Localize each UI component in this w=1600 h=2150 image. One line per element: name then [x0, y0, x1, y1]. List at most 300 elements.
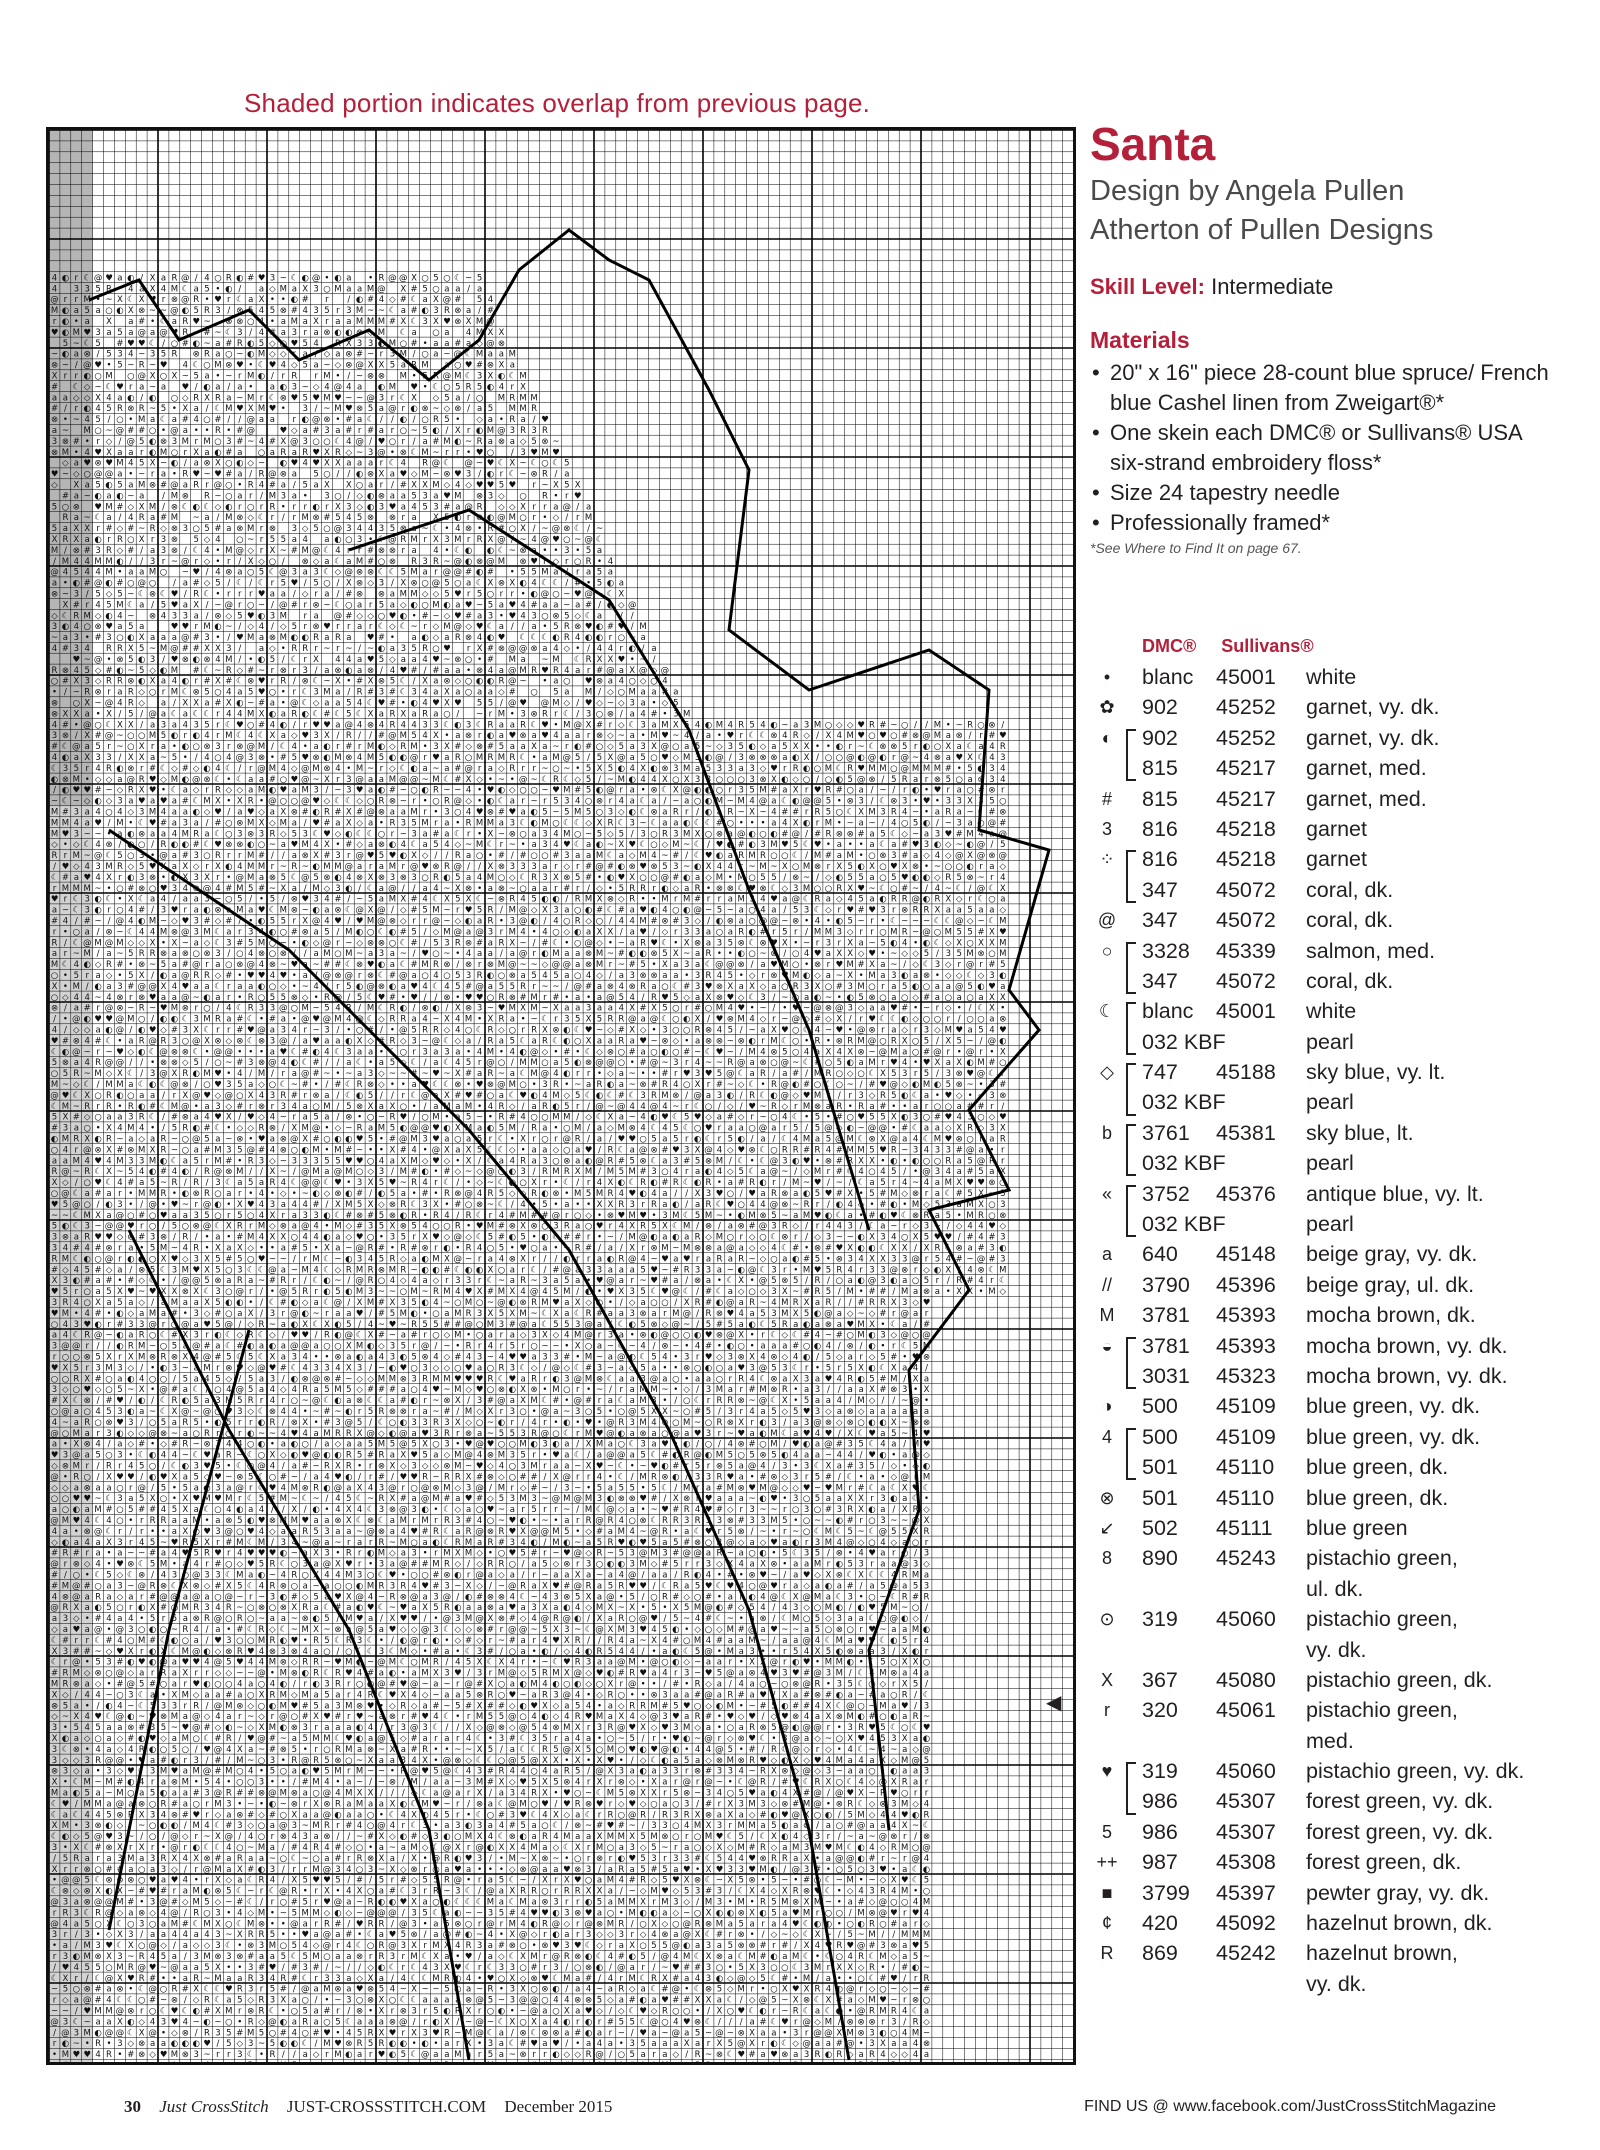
svg-text:X: X	[651, 742, 657, 752]
svg-text:○: ○	[759, 829, 766, 839]
svg-text:a: a	[270, 415, 275, 425]
svg-text:◇: ◇	[782, 884, 789, 894]
svg-text:r: r	[260, 546, 264, 556]
svg-text:4: 4	[52, 720, 57, 730]
svg-text:R: R	[466, 818, 472, 828]
svg-text:⊗: ⊗	[999, 808, 1006, 818]
svg-text:◇: ◇	[574, 611, 581, 621]
svg-text:4: 4	[444, 840, 449, 850]
key-row	[1090, 1270, 1570, 1300]
svg-text:/: /	[347, 895, 350, 905]
svg-text:R: R	[389, 1036, 395, 1046]
svg-text:#: #	[51, 404, 58, 414]
svg-text:#: #	[225, 339, 232, 349]
svg-text:M: M	[825, 927, 832, 937]
svg-text:•: •	[532, 753, 537, 763]
svg-text:@: @	[366, 982, 375, 992]
svg-text:a: a	[161, 273, 166, 283]
svg-text:~: ~	[585, 829, 592, 839]
svg-text:R: R	[825, 786, 831, 796]
svg-text:◇: ◇	[51, 611, 58, 621]
svg-text:4: 4	[215, 884, 220, 894]
svg-text:#: #	[411, 938, 418, 948]
svg-text:5: 5	[368, 404, 373, 414]
svg-text:•: •	[477, 1015, 482, 1025]
svg-text:/: /	[772, 1004, 775, 1014]
svg-text:4: 4	[1000, 775, 1005, 785]
svg-text:a: a	[85, 818, 90, 828]
svg-text:◇: ◇	[825, 1015, 832, 1025]
svg-text:○: ○	[672, 742, 679, 752]
svg-text:♥: ♥	[498, 1004, 506, 1014]
svg-text:a: a	[597, 546, 602, 556]
svg-text:/: /	[304, 818, 307, 828]
svg-text:♥: ♥	[181, 382, 189, 392]
svg-text:/: /	[565, 568, 568, 578]
svg-text:○: ○	[792, 993, 799, 1003]
svg-text:a: a	[510, 361, 515, 371]
svg-text:⊗: ⊗	[116, 993, 123, 1003]
svg-text:♥: ♥	[258, 590, 266, 600]
svg-text:~: ~	[84, 491, 91, 501]
svg-text:○: ○	[596, 808, 603, 818]
svg-text:◐: ◐	[661, 1047, 668, 1057]
svg-text:5: 5	[542, 808, 547, 818]
svg-text:⊗: ⊗	[160, 437, 167, 447]
svg-text:◇: ◇	[760, 742, 767, 752]
svg-text:○: ○	[138, 840, 145, 850]
svg-text:◇: ◇	[84, 1026, 91, 1036]
svg-text:☾: ☾	[258, 361, 266, 371]
svg-text:@: @	[399, 775, 408, 785]
svg-text:3: 3	[52, 437, 57, 447]
svg-text:3: 3	[433, 502, 438, 512]
key-color-name: mocha brown, dk.	[1306, 1300, 1476, 1330]
svg-text:M: M	[683, 709, 690, 719]
svg-text:#: #	[116, 960, 123, 970]
svg-text:⊗: ⊗	[759, 884, 766, 894]
svg-text:#: #	[389, 993, 396, 1003]
svg-text:#: #	[302, 295, 309, 305]
svg-text:◐: ◐	[410, 600, 417, 610]
svg-text:a: a	[444, 633, 449, 643]
svg-text:♥: ♥	[378, 437, 386, 447]
svg-text:☾: ☾	[105, 851, 113, 861]
svg-text:r: r	[260, 393, 264, 403]
svg-text:○: ○	[955, 862, 962, 872]
svg-text:⊗: ⊗	[749, 753, 756, 763]
svg-text:a: a	[390, 491, 395, 501]
svg-text:○: ○	[934, 1015, 941, 1025]
key-row	[1090, 1878, 1570, 1908]
chart-grid	[49, 130, 1073, 2062]
svg-text:4: 4	[259, 317, 264, 327]
svg-text:R: R	[586, 655, 592, 665]
key-dmc-number: 032 KBF	[1142, 1148, 1226, 1178]
svg-text:@: @	[137, 372, 146, 382]
svg-text:♥: ♥	[857, 884, 865, 894]
svg-text:♥: ♥	[367, 851, 375, 861]
svg-text:◇: ◇	[324, 797, 331, 807]
svg-text:a: a	[880, 1004, 885, 1014]
svg-text:~: ~	[400, 829, 407, 839]
svg-text:◐: ◐	[487, 470, 494, 480]
svg-text:~: ~	[182, 568, 189, 578]
svg-text:~: ~	[781, 917, 788, 927]
svg-text:#: #	[291, 600, 298, 610]
svg-text:R: R	[564, 622, 570, 632]
svg-text:○: ○	[454, 808, 461, 818]
svg-text:◇: ◇	[422, 851, 429, 861]
key-dmc-number: 890	[1142, 1543, 1178, 1573]
svg-text:◇: ◇	[847, 927, 854, 937]
svg-text:•: •	[1000, 1004, 1005, 1014]
svg-text:•: •	[215, 284, 220, 294]
svg-text:R: R	[498, 938, 504, 948]
svg-text:r: r	[543, 557, 547, 567]
svg-text:a: a	[455, 666, 460, 676]
svg-text:r: r	[478, 1058, 482, 1068]
svg-text:•: •	[575, 644, 580, 654]
svg-text:5: 5	[531, 895, 536, 905]
svg-text:a: a	[401, 491, 406, 501]
svg-text:3: 3	[150, 1069, 155, 1079]
svg-text:♥: ♥	[890, 1004, 898, 1014]
svg-text:4: 4	[117, 699, 122, 709]
key-dmc-number: 3752	[1142, 1179, 1190, 1209]
facebook-link[interactable]: FIND US @ www.facebook.com/JustCrossStitchMagazine	[1084, 2098, 1496, 2116]
svg-text:a: a	[237, 382, 242, 392]
svg-text:/: /	[413, 437, 416, 447]
svg-text:/: /	[903, 960, 906, 970]
svg-text:/: /	[140, 1069, 143, 1079]
svg-text:a: a	[760, 1026, 765, 1036]
key-dmc-number: 347	[1142, 966, 1178, 996]
svg-text:a: a	[433, 1047, 438, 1057]
svg-text:X: X	[509, 459, 515, 469]
svg-text:M: M	[280, 906, 287, 916]
svg-text:a: a	[401, 361, 406, 371]
svg-text:•: •	[226, 426, 231, 436]
svg-text:a: a	[433, 688, 438, 698]
svg-text:4: 4	[84, 1036, 89, 1046]
svg-text:~: ~	[443, 655, 450, 665]
svg-text:#: #	[84, 546, 91, 556]
svg-text:○: ○	[214, 753, 221, 763]
svg-text:a: a	[281, 840, 286, 850]
svg-text:5: 5	[619, 993, 624, 1003]
svg-text:~: ~	[541, 655, 548, 665]
svg-text:5: 5	[128, 971, 133, 981]
svg-text:M: M	[825, 764, 832, 774]
svg-text:3: 3	[444, 1047, 449, 1057]
svg-text:~: ~	[95, 699, 102, 709]
svg-text:5: 5	[74, 568, 79, 578]
key-dmc-number: 3781	[1142, 1331, 1190, 1361]
svg-text:3: 3	[564, 546, 569, 556]
svg-text:⊗: ⊗	[411, 579, 418, 589]
svg-text:☾: ☾	[814, 906, 822, 916]
svg-text:○: ○	[672, 1047, 679, 1057]
svg-text:•: •	[215, 372, 220, 382]
svg-text:#: #	[214, 699, 221, 709]
svg-text:⊗: ⊗	[847, 797, 854, 807]
svg-text:⊗: ⊗	[236, 818, 243, 828]
svg-text:M: M	[618, 775, 625, 785]
svg-text:5: 5	[237, 895, 242, 905]
svg-text:○: ○	[650, 1047, 657, 1057]
svg-text:◐: ◐	[192, 808, 199, 818]
svg-text:◐: ◐	[258, 372, 265, 382]
svg-text:◐: ◐	[105, 611, 112, 621]
svg-text:X: X	[411, 393, 417, 403]
svg-text:R: R	[182, 328, 188, 338]
key-sullivans-number: 45001	[1216, 996, 1276, 1026]
svg-text:a: a	[564, 949, 569, 959]
svg-text:~: ~	[313, 960, 320, 970]
svg-text:○: ○	[192, 742, 199, 752]
svg-text:⊗: ⊗	[596, 677, 603, 687]
svg-text:♥: ♥	[160, 1004, 168, 1014]
svg-text:☾: ☾	[966, 971, 974, 981]
svg-text:◇: ◇	[389, 295, 396, 305]
svg-text:a: a	[891, 840, 896, 850]
svg-text:♥: ♥	[149, 818, 157, 828]
svg-text:3: 3	[444, 938, 449, 948]
key-dmc-number: 869	[1142, 1938, 1178, 1968]
svg-text:~: ~	[258, 666, 265, 676]
svg-text:○: ○	[323, 284, 330, 294]
svg-text:5: 5	[499, 982, 504, 992]
svg-text:r: r	[293, 513, 297, 523]
svg-text:X: X	[597, 927, 603, 937]
svg-text:•: •	[826, 1036, 831, 1046]
svg-text:a: a	[183, 709, 188, 719]
svg-text:a: a	[411, 546, 416, 556]
svg-text:a: a	[564, 688, 569, 698]
svg-text:a: a	[161, 677, 166, 687]
svg-text:R: R	[902, 775, 908, 785]
materials-item: • 20" x 16" piece 28-count blue spruce/ French blue Cashel linen from Zweigart®*	[1090, 358, 1560, 418]
svg-text:•: •	[913, 938, 918, 948]
svg-text:3: 3	[444, 808, 449, 818]
svg-text:⊗: ⊗	[73, 1036, 80, 1046]
svg-text:◐: ◐	[127, 633, 134, 643]
svg-text:⊗: ⊗	[694, 938, 701, 948]
svg-text:M: M	[509, 655, 516, 665]
svg-text:/: /	[478, 470, 481, 480]
svg-text:◇: ◇	[193, 786, 200, 796]
svg-text:a: a	[935, 993, 940, 1003]
svg-text:#: #	[193, 579, 200, 589]
svg-text:3: 3	[95, 862, 100, 872]
svg-text:a: a	[172, 720, 177, 730]
svg-text:5: 5	[270, 917, 275, 927]
svg-text:◇: ◇	[433, 622, 440, 632]
svg-text:⊗: ⊗	[814, 862, 821, 872]
svg-text:•: •	[390, 633, 395, 643]
svg-text:#: #	[323, 851, 330, 861]
svg-text:♥: ♥	[312, 1015, 320, 1025]
svg-text:○: ○	[443, 273, 450, 283]
svg-text:4: 4	[74, 993, 79, 1003]
svg-text:◐: ◐	[585, 633, 592, 643]
svg-text:♥: ♥	[149, 1026, 157, 1036]
svg-text:a: a	[52, 579, 57, 589]
svg-text:○: ○	[247, 502, 254, 512]
svg-text:a: a	[466, 306, 471, 316]
svg-text:a: a	[183, 600, 188, 610]
svg-text:X: X	[553, 1004, 559, 1014]
svg-text:M: M	[73, 775, 80, 785]
svg-text:R: R	[487, 753, 493, 763]
svg-text:#: #	[203, 917, 210, 927]
svg-text:M: M	[999, 938, 1006, 948]
svg-text:◐: ◐	[356, 927, 363, 937]
svg-text:~: ~	[541, 1004, 548, 1014]
key-symbol: ◒	[1094, 1331, 1120, 1361]
svg-text:@: @	[159, 1069, 168, 1079]
svg-text:•: •	[401, 993, 406, 1003]
svg-text:X: X	[204, 393, 210, 403]
svg-text:⊗: ⊗	[269, 960, 276, 970]
svg-text:/: /	[783, 906, 786, 916]
svg-text:a: a	[597, 611, 602, 621]
svg-text:#: #	[694, 1004, 701, 1014]
svg-text:@: @	[868, 753, 877, 763]
svg-text:◐: ◐	[389, 840, 396, 850]
svg-text:M: M	[62, 818, 69, 828]
svg-text:5: 5	[913, 818, 918, 828]
svg-text:#: #	[629, 1047, 636, 1057]
svg-text:X: X	[346, 481, 352, 491]
svg-text:4: 4	[902, 938, 907, 948]
svg-text:~: ~	[171, 557, 178, 567]
svg-text:4: 4	[520, 611, 525, 621]
key-dmc-number: 986	[1142, 1786, 1178, 1816]
svg-text:a: a	[368, 481, 373, 491]
svg-text:@: @	[955, 982, 964, 992]
svg-text:☾: ☾	[781, 797, 789, 807]
svg-text:a: a	[695, 993, 700, 1003]
svg-text:a: a	[630, 938, 635, 948]
svg-text:○: ○	[258, 448, 265, 458]
svg-text:a: a	[172, 960, 177, 970]
svg-text:◇: ◇	[149, 666, 156, 676]
svg-text:r: r	[205, 862, 209, 872]
key-sullivans-number: 45109	[1216, 1422, 1276, 1452]
svg-text:a: a	[128, 568, 133, 578]
svg-text:5: 5	[52, 502, 57, 512]
svg-text:#: #	[323, 818, 330, 828]
svg-text:3: 3	[346, 524, 351, 534]
svg-text:R: R	[934, 895, 940, 905]
svg-text:r: r	[194, 1004, 198, 1014]
svg-text:X: X	[368, 906, 374, 916]
svg-text:4: 4	[346, 513, 351, 523]
website-link[interactable]: JUST-CROSSSTITCH.COM	[287, 2097, 486, 2116]
svg-text:a: a	[183, 579, 188, 589]
svg-text:#: #	[683, 1047, 690, 1057]
svg-text:~: ~	[977, 873, 984, 883]
svg-text:@: @	[552, 524, 561, 534]
svg-text:a: a	[226, 927, 231, 937]
svg-text:⊗: ⊗	[269, 524, 276, 534]
svg-text:◐: ◐	[345, 666, 352, 676]
svg-text:a: a	[488, 764, 493, 774]
svg-text:~: ~	[182, 372, 189, 382]
svg-text:3: 3	[520, 448, 525, 458]
svg-text:a: a	[248, 906, 253, 916]
svg-text:#: #	[182, 960, 189, 970]
svg-text:~: ~	[73, 415, 80, 425]
svg-text:X: X	[400, 709, 406, 719]
svg-text:M: M	[498, 753, 505, 763]
svg-text:4: 4	[357, 699, 362, 709]
svg-text:M: M	[410, 808, 417, 818]
svg-text:/: /	[162, 655, 165, 665]
svg-text:•: •	[96, 709, 101, 719]
svg-text:X: X	[280, 884, 286, 894]
svg-text:⊗: ⊗	[476, 666, 483, 676]
page-number: 30	[124, 2097, 141, 2116]
svg-text:4: 4	[847, 895, 852, 905]
key-dmc-number: 815	[1142, 753, 1178, 783]
svg-text:~: ~	[531, 1015, 538, 1025]
svg-text:/: /	[216, 513, 219, 523]
svg-text:☾: ☾	[62, 797, 70, 807]
svg-text:/: /	[598, 775, 601, 785]
svg-text:#: #	[738, 840, 745, 850]
key-dmc-number: 502	[1142, 1513, 1178, 1543]
svg-text:M: M	[443, 927, 450, 937]
svg-text:M: M	[84, 426, 91, 436]
svg-text:a: a	[444, 361, 449, 371]
svg-text:a: a	[63, 393, 68, 403]
svg-text:a: a	[444, 764, 449, 774]
svg-text:◐: ◐	[356, 295, 363, 305]
key-dmc-number: 747	[1142, 1057, 1178, 1087]
svg-text:a: a	[357, 284, 362, 294]
svg-text:r: r	[216, 731, 220, 741]
svg-text:@: @	[454, 862, 463, 872]
svg-text:◇: ◇	[389, 742, 396, 752]
svg-text:○: ○	[868, 851, 875, 861]
svg-text:3: 3	[956, 818, 961, 828]
svg-text:3: 3	[368, 448, 373, 458]
svg-text:/: /	[336, 1026, 339, 1036]
key-sullivans-number: 45307	[1216, 1786, 1276, 1816]
svg-text:X: X	[597, 818, 603, 828]
svg-text:a: a	[85, 535, 90, 545]
svg-text:☾: ☾	[378, 927, 386, 937]
svg-text:a: a	[161, 742, 166, 752]
svg-text:◇: ◇	[836, 720, 843, 730]
svg-text:a: a	[575, 1004, 580, 1014]
svg-text:○: ○	[541, 851, 548, 861]
svg-text:M: M	[945, 927, 952, 937]
svg-text:M: M	[803, 884, 810, 894]
svg-text:⊗: ⊗	[182, 949, 189, 959]
svg-text:4: 4	[455, 481, 460, 491]
svg-text:☾: ☾	[312, 709, 320, 719]
svg-text:4: 4	[84, 644, 89, 654]
svg-text:X: X	[640, 764, 646, 774]
svg-text:#: #	[661, 688, 668, 698]
svg-text:♥: ♥	[814, 949, 822, 959]
svg-text:•: •	[608, 884, 613, 894]
svg-text:○: ○	[716, 775, 723, 785]
